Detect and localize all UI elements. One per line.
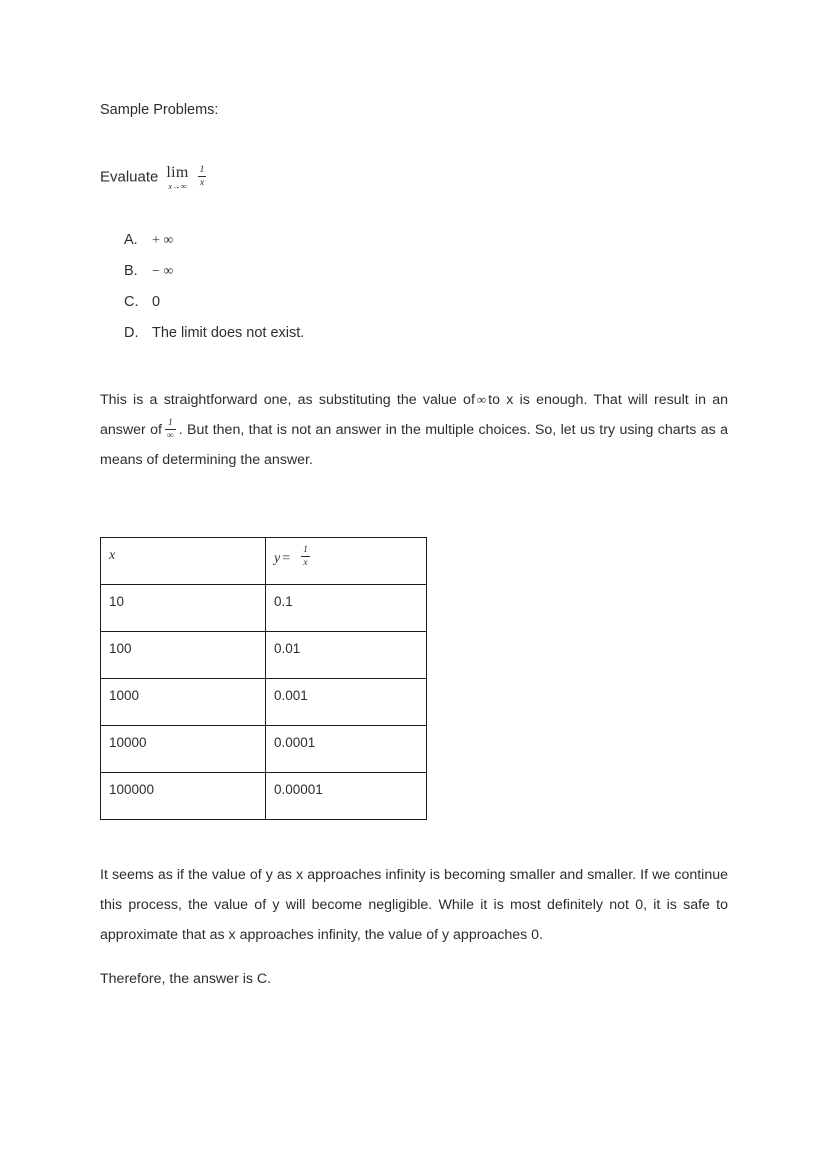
choice-value: 0 xyxy=(152,294,161,310)
table-header-row xyxy=(101,538,427,585)
conclusion-paragraph: It seems as if the value of y as x approaches infinity is becoming smaller and smaller. If we continue this process, the value of y will become negligible. While it is most definitely not 0, it is safe to approximate that as x approaches infinity, the value of y approaches 0. xyxy=(100,867,728,943)
document-content xyxy=(100,100,728,1008)
fraction-numerator: 1 xyxy=(167,417,173,428)
table-cell-y xyxy=(266,585,427,632)
fraction-denominator: x xyxy=(303,558,308,568)
table-cell-x xyxy=(101,726,266,773)
table-row xyxy=(101,632,427,679)
table-row xyxy=(101,679,427,726)
table-cell-x xyxy=(101,679,266,726)
choice-value: + ∞ xyxy=(152,233,174,248)
explanation-part-3: . But then, that is not an answer in the multiple choices. So, let us try using charts as a means of determining the answer. xyxy=(100,422,728,468)
choice-option-a[interactable] xyxy=(124,225,728,256)
fraction-bar xyxy=(198,176,207,177)
explanation-paragraph xyxy=(100,385,728,475)
answer-line: Therefore, the answer is C. xyxy=(100,971,272,988)
header-fraction-one-over-x xyxy=(301,545,310,568)
table-cell-y xyxy=(266,773,427,820)
cell-value: 0.01 xyxy=(274,641,301,656)
fraction-one-over-x xyxy=(198,165,207,188)
choice-letter: A. xyxy=(124,232,138,248)
table-row xyxy=(101,773,427,820)
header-equals-sign: = xyxy=(282,550,291,566)
header-y-symbol: y xyxy=(274,550,281,566)
cell-value: 1000 xyxy=(109,688,140,703)
infinity-symbol: ∞ xyxy=(476,392,487,407)
fraction-denominator: ∞ xyxy=(166,430,174,441)
cell-value: 0.00001 xyxy=(274,782,323,797)
values-table xyxy=(100,537,427,820)
cell-value: 0.001 xyxy=(274,688,308,703)
table-cell-y xyxy=(266,726,427,773)
choice-value: − ∞ xyxy=(152,264,174,279)
choice-letter: D. xyxy=(124,325,139,341)
choice-list xyxy=(124,225,728,349)
explanation-part-2: to x is enough. That will result in an answer of xyxy=(100,392,728,438)
choice-option-c[interactable] xyxy=(124,287,728,318)
fraction-one-over-infinity xyxy=(165,418,176,441)
choice-option-d[interactable] xyxy=(124,318,728,349)
cell-value: 100000 xyxy=(109,782,155,797)
table-cell-x xyxy=(101,585,266,632)
evaluate-label: Evaluate xyxy=(100,168,159,186)
table-cell-x xyxy=(101,632,266,679)
fraction-bar xyxy=(165,429,176,430)
fraction-numerator: 1 xyxy=(303,545,308,555)
table-cell-y xyxy=(266,679,427,726)
choice-letter: C. xyxy=(124,294,139,310)
explanation-part-1: This is a straightforward one, as substituting the value of xyxy=(100,392,475,408)
fraction-denominator: x xyxy=(199,178,205,188)
fraction-numerator: 1 xyxy=(199,165,205,175)
problem-statement xyxy=(100,164,728,191)
cell-value: 100 xyxy=(109,641,132,656)
table-header-cell-y xyxy=(266,538,427,585)
table-row xyxy=(101,585,427,632)
table-cell-x xyxy=(101,773,266,820)
cell-value: 0.1 xyxy=(274,594,293,609)
header-label-x: x xyxy=(109,548,116,563)
cell-value: 0.0001 xyxy=(274,735,316,750)
limit-operator xyxy=(166,165,188,192)
values-table-wrapper xyxy=(100,537,728,820)
limit-operator-word: lim xyxy=(166,164,189,181)
choice-letter: B. xyxy=(124,263,138,279)
header-label-y xyxy=(274,545,310,568)
cell-value: 10000 xyxy=(109,735,147,750)
cell-value: 10 xyxy=(109,594,125,609)
table-cell-y xyxy=(266,632,427,679)
table-header-cell-x xyxy=(101,538,266,585)
page-title: Sample Problems: xyxy=(100,102,219,118)
fraction-bar xyxy=(301,556,310,557)
choice-value: The limit does not exist. xyxy=(152,325,305,341)
limit-expression xyxy=(166,165,206,192)
table-row xyxy=(101,726,427,773)
limit-subscript: x→∞ xyxy=(168,181,187,191)
choice-option-b[interactable] xyxy=(124,256,728,287)
